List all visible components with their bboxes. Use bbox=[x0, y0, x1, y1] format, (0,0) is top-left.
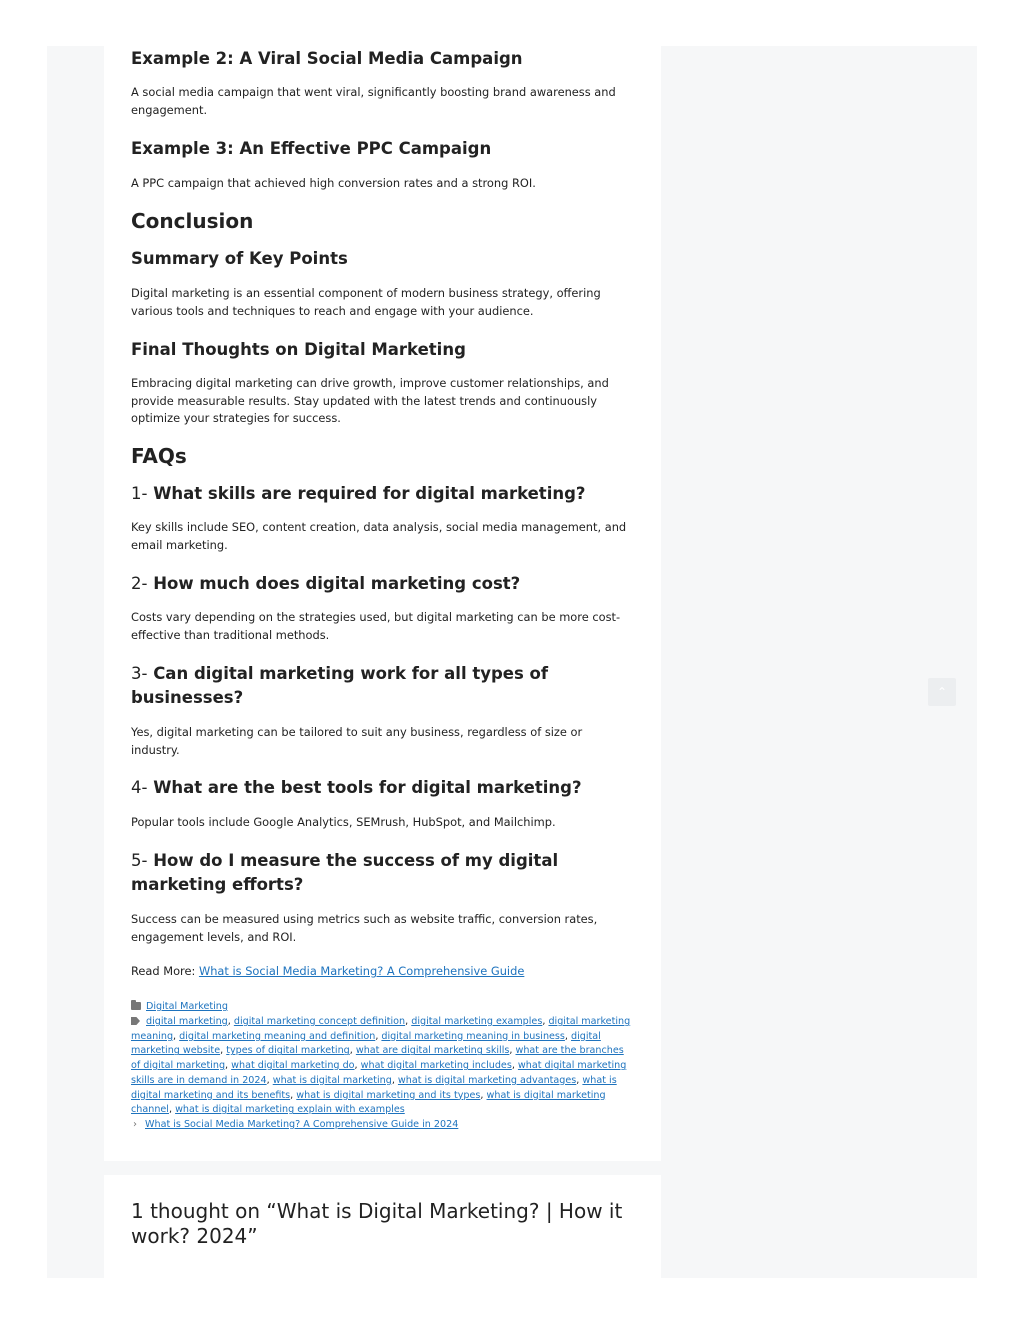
faq-question-1 bbox=[131, 482, 641, 506]
tag-separator: , bbox=[266, 1074, 273, 1086]
faq-question-5 bbox=[131, 849, 571, 897]
summary-heading: Summary of Key Points bbox=[131, 249, 348, 268]
tag-separator: , bbox=[225, 1060, 232, 1072]
faq-number: 4- bbox=[131, 778, 148, 797]
tags-row bbox=[131, 1015, 636, 1118]
read-more-link[interactable]: What is Social Media Marketing? A Comprehensive Guide bbox=[198, 964, 525, 978]
tag-separator: , bbox=[564, 1030, 572, 1042]
tag-link[interactable]: what is digital marketing advantages bbox=[397, 1074, 577, 1086]
tag-link[interactable]: digital marketing meaning and definition bbox=[179, 1030, 376, 1042]
read-more bbox=[131, 963, 641, 981]
tag-separator: , bbox=[375, 1030, 382, 1042]
scroll-to-top-button[interactable] bbox=[928, 678, 956, 706]
tag-link[interactable]: what are the branches of digital marketing bbox=[131, 1045, 624, 1072]
category-row bbox=[131, 1000, 228, 1015]
faq-question-4 bbox=[131, 776, 641, 800]
faq-question-text: What are the best tools for digital marketing? bbox=[153, 778, 582, 797]
faq-answer-1: Key skills include SEO, content creation, data analysis, social media management, and email marketing. bbox=[131, 520, 627, 552]
tag-link[interactable]: what digital marketing includes bbox=[360, 1060, 512, 1072]
category-link[interactable]: Digital Marketing bbox=[146, 1001, 228, 1012]
tag-separator: , bbox=[576, 1074, 583, 1086]
tag-separator: , bbox=[405, 1016, 412, 1027]
tag-separator: , bbox=[173, 1030, 180, 1042]
tag-separator: , bbox=[168, 1104, 176, 1116]
tag-separator: , bbox=[542, 1016, 549, 1027]
final-thoughts-heading: Final Thoughts on Digital Marketing bbox=[131, 340, 466, 359]
example-3-heading: Example 3: An Effective PPC Campaign bbox=[131, 139, 492, 158]
tag-link[interactable]: digital marketing meaning in business bbox=[381, 1030, 565, 1042]
tag-separator: , bbox=[509, 1045, 516, 1057]
tag-link[interactable]: what digital marketing do bbox=[231, 1060, 355, 1072]
tag-link[interactable]: what is digital marketing and its benefits bbox=[131, 1074, 617, 1101]
summary-text: Digital marketing is an essential component of modern business strategy, offering various tools and techniques to reach and engage with your audience. bbox=[131, 286, 601, 318]
example-2-text: A social media campaign that went viral, significantly boosting brand awareness and engagement. bbox=[131, 85, 616, 117]
chevron-up-icon: ⌃ bbox=[936, 685, 948, 699]
tag-link[interactable]: digital marketing examples bbox=[411, 1016, 543, 1027]
tag-icon bbox=[131, 1017, 140, 1025]
conclusion-heading: Conclusion bbox=[131, 209, 254, 233]
folder-icon bbox=[131, 1002, 141, 1010]
tag-separator: , bbox=[354, 1060, 361, 1072]
tag-separator: , bbox=[220, 1045, 227, 1057]
next-post-row bbox=[131, 1118, 458, 1133]
faq-number: 3- bbox=[131, 664, 148, 683]
faq-number: 5- bbox=[131, 851, 148, 870]
tag-link[interactable]: what is digital marketing explain with examples bbox=[175, 1104, 405, 1116]
faq-answer-2: Costs vary depending on the strategies used, but digital marketing can be more cost-effective than traditional methods. bbox=[131, 610, 621, 642]
read-more-label: Read More: bbox=[131, 964, 199, 978]
tag-link[interactable]: what digital marketing skills are in demand in 2024 bbox=[131, 1060, 627, 1086]
faq-question-text: Can digital marketing work for all types of businesses? bbox=[131, 664, 549, 707]
faq-number: 1- bbox=[131, 484, 148, 503]
faq-answer-4: Popular tools include Google Analytics, SEMrush, HubSpot, and Mailchimp. bbox=[131, 815, 556, 829]
final-thoughts-text: Embracing digital marketing can drive growth, improve customer relationships, and provide measurable results. Stay updated with the latest trends and continuously optimize your strategies for success. bbox=[131, 376, 609, 425]
faq-question-text: How much does digital marketing cost? bbox=[153, 574, 521, 593]
comments-title: 1 thought on “What is Digital Marketing? | How it work? 2024” bbox=[131, 1199, 623, 1248]
faq-question-text: How do I measure the success of my digital marketing efforts? bbox=[131, 851, 559, 894]
tag-link[interactable]: digital marketing website bbox=[131, 1030, 601, 1057]
faq-question-3 bbox=[131, 662, 571, 710]
tag-link[interactable]: types of digital marketing bbox=[226, 1045, 350, 1057]
tag-separator: , bbox=[290, 1089, 297, 1101]
faq-answer-5: Success can be measured using metrics such as website traffic, conversion rates, engagement levels, and ROI. bbox=[131, 912, 598, 944]
tag-separator: , bbox=[391, 1074, 398, 1086]
tag-separator: , bbox=[480, 1089, 487, 1101]
example-2-heading: Example 2: A Viral Social Media Campaign bbox=[131, 49, 523, 68]
tag-link[interactable]: what is digital marketing bbox=[272, 1074, 392, 1086]
faq-question-2 bbox=[131, 572, 641, 596]
tag-link[interactable]: what is digital marketing and its types bbox=[296, 1089, 481, 1101]
chevron-right-icon: › bbox=[133, 1119, 137, 1130]
faq-question-text: What skills are required for digital marketing? bbox=[153, 484, 586, 503]
next-post-link[interactable]: What is Social Media Marketing? A Comprehensive Guide in 2024 bbox=[145, 1119, 459, 1130]
tag-link[interactable]: what are digital marketing skills bbox=[355, 1045, 510, 1057]
example-3-text: A PPC campaign that achieved high conversion rates and a strong ROI. bbox=[131, 176, 536, 190]
tag-link[interactable]: digital marketing meaning bbox=[131, 1016, 631, 1042]
tag-link[interactable]: digital marketing bbox=[146, 1016, 228, 1027]
tag-list bbox=[131, 1016, 630, 1115]
tag-separator: , bbox=[349, 1045, 356, 1057]
tag-separator: , bbox=[227, 1016, 234, 1027]
faqs-heading: FAQs bbox=[131, 444, 187, 468]
faq-answer-3: Yes, digital marketing can be tailored to suit any business, regardless of size or industry. bbox=[131, 725, 583, 757]
tag-separator: , bbox=[511, 1060, 518, 1072]
faq-number: 2- bbox=[131, 574, 148, 593]
tag-link[interactable]: digital marketing concept definition bbox=[233, 1016, 406, 1027]
tag-link[interactable]: what is digital marketing channel bbox=[131, 1089, 606, 1116]
